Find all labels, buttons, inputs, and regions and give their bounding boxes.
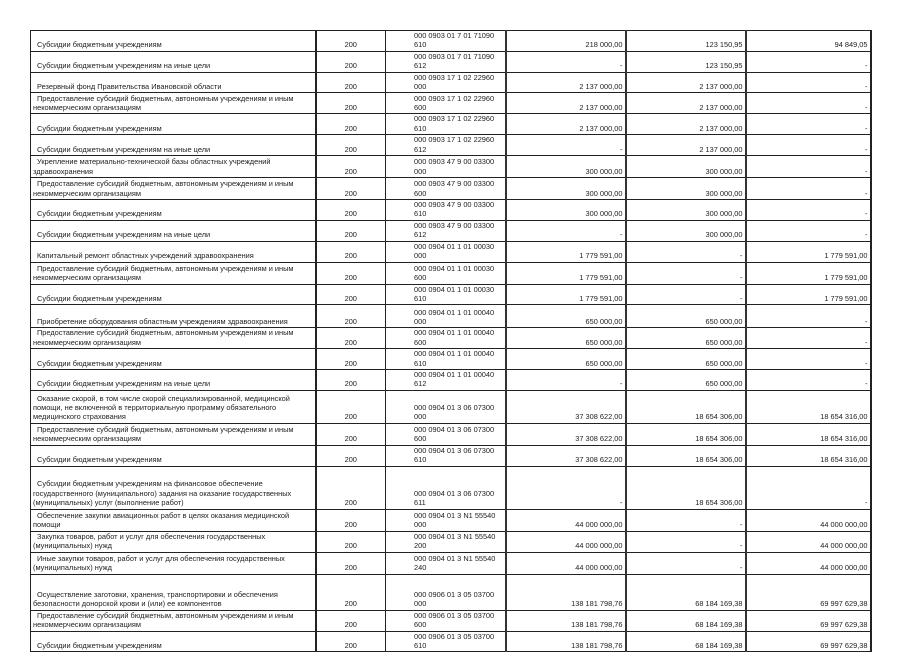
- row-code: 200: [316, 156, 386, 178]
- row-amount-2: -: [626, 284, 746, 305]
- row-amount-2: 18 654 306,00: [626, 390, 746, 423]
- table-row: [31, 509, 871, 531]
- row-amount-plan: 1 779 591,00: [506, 241, 626, 262]
- row-amount-3: 44 000 000,00: [746, 509, 871, 531]
- row-classification: 000 0904 01 3 N1 55540 000: [386, 509, 506, 531]
- table-row: [31, 93, 871, 114]
- row-classification: 000 0904 01 3 N1 55540 200: [386, 531, 506, 552]
- table-row: [31, 114, 871, 135]
- row-amount-2: 300 000,00: [626, 220, 746, 241]
- row-amount-2: 2 137 000,00: [626, 114, 746, 135]
- table-row: [31, 369, 871, 390]
- row-classification: 000 0903 47 9 00 03300 612: [386, 220, 506, 241]
- row-classification: 000 0904 01 3 06 07300 600: [386, 423, 506, 445]
- table-row: [31, 156, 871, 178]
- row-classification: 000 0903 47 9 00 03300 600: [386, 178, 506, 200]
- row-amount-2: 650 000,00: [626, 305, 746, 328]
- row-amount-plan: 218 000,00: [506, 31, 626, 52]
- table-row: [31, 135, 871, 156]
- row-name: Субсидии бюджетным учреждениям на иные цели: [31, 369, 316, 390]
- row-amount-3: 94 849,05: [746, 31, 871, 52]
- row-name: Приобретение оборудования областным учреждениям здравоохранения: [31, 305, 316, 328]
- row-amount-plan: 2 137 000,00: [506, 114, 626, 135]
- row-name: Субсидии бюджетным учреждениям: [31, 200, 316, 221]
- table-row: [31, 220, 871, 241]
- row-name: Субсидии бюджетным учреждениям на иные цели: [31, 135, 316, 156]
- row-classification: 000 0904 01 1 01 00040 000: [386, 305, 506, 328]
- row-classification: 000 0904 01 3 06 07300 000: [386, 390, 506, 423]
- row-amount-2: 123 150,95: [626, 31, 746, 52]
- row-amount-2: 650 000,00: [626, 349, 746, 370]
- row-amount-plan: -: [506, 135, 626, 156]
- row-code: 200: [316, 552, 386, 574]
- row-name: Субсидии бюджетным учреждениям: [31, 284, 316, 305]
- row-code: 200: [316, 369, 386, 390]
- row-amount-plan: -: [506, 369, 626, 390]
- row-amount-plan: -: [506, 466, 626, 509]
- row-code: 200: [316, 610, 386, 631]
- row-amount-plan: 1 779 591,00: [506, 262, 626, 284]
- row-code: 200: [316, 390, 386, 423]
- row-amount-2: -: [626, 552, 746, 574]
- row-amount-3: -: [746, 328, 871, 349]
- row-name: Субсидии бюджетным учреждениям: [31, 631, 316, 652]
- row-amount-plan: 44 000 000,00: [506, 552, 626, 574]
- row-amount-3: -: [746, 305, 871, 328]
- row-classification: 000 0904 01 1 01 00040 600: [386, 328, 506, 349]
- row-amount-2: 68 184 169,38: [626, 574, 746, 610]
- row-classification: 000 0904 01 1 01 00030 610: [386, 284, 506, 305]
- row-amount-plan: 138 181 798,76: [506, 574, 626, 610]
- row-amount-3: -: [746, 51, 871, 72]
- row-amount-3: 18 654 316,00: [746, 423, 871, 445]
- row-amount-2: 300 000,00: [626, 200, 746, 221]
- row-name: Предоставление субсидий бюджетным, автономным учреждениям и иным некоммерческим организациям: [31, 262, 316, 284]
- row-code: 200: [316, 305, 386, 328]
- row-amount-3: 1 779 591,00: [746, 284, 871, 305]
- row-amount-plan: 650 000,00: [506, 305, 626, 328]
- row-code: 200: [316, 466, 386, 509]
- row-code: 200: [316, 241, 386, 262]
- row-amount-3: -: [746, 200, 871, 221]
- table-row: [31, 178, 871, 200]
- row-amount-plan: 37 308 622,00: [506, 390, 626, 423]
- table-row: [31, 349, 871, 370]
- row-name: Обеспечение закупки авиационных работ в целях оказания медицинской помощи: [31, 509, 316, 531]
- row-classification: 000 0903 47 9 00 03300 000: [386, 156, 506, 178]
- row-code: 200: [316, 31, 386, 52]
- row-amount-2: 18 654 306,00: [626, 466, 746, 509]
- row-code: 200: [316, 423, 386, 445]
- row-code: 200: [316, 631, 386, 652]
- row-name: Предоставление субсидий бюджетным, автономным учреждениям и иным некоммерческим организациям: [31, 93, 316, 114]
- row-amount-plan: 1 779 591,00: [506, 284, 626, 305]
- row-amount-3: -: [746, 369, 871, 390]
- row-amount-3: -: [746, 72, 871, 93]
- row-code: 200: [316, 93, 386, 114]
- table-row: [31, 531, 871, 552]
- row-classification: 000 0904 01 3 06 07300 610: [386, 445, 506, 466]
- row-classification: 000 0904 01 1 01 00030 000: [386, 241, 506, 262]
- row-amount-3: -: [746, 178, 871, 200]
- table-row: [31, 466, 871, 509]
- row-name: Осуществление заготовки, хранения, транспортировки и обеспечения безопасности донорской крови и (или) ее компонентов: [31, 574, 316, 610]
- row-name: Укрепление материально-технической базы областных учреждений здравоохранения: [31, 156, 316, 178]
- table-row: [31, 423, 871, 445]
- row-amount-2: 2 137 000,00: [626, 135, 746, 156]
- row-classification: 000 0903 17 1 02 22960 000: [386, 72, 506, 93]
- table-row: [31, 328, 871, 349]
- table-row: [31, 51, 871, 72]
- row-code: 200: [316, 574, 386, 610]
- table-row: [31, 552, 871, 574]
- row-name: Субсидии бюджетным учреждениям: [31, 445, 316, 466]
- row-amount-2: -: [626, 262, 746, 284]
- row-classification: 000 0906 01 3 05 03700 600: [386, 610, 506, 631]
- row-amount-2: 650 000,00: [626, 328, 746, 349]
- row-amount-2: 123 150,95: [626, 51, 746, 72]
- row-amount-3: 69 997 629,38: [746, 610, 871, 631]
- table-row: [31, 241, 871, 262]
- row-name: Субсидии бюджетным учреждениям: [31, 349, 316, 370]
- row-amount-2: 18 654 306,00: [626, 423, 746, 445]
- row-amount-plan: -: [506, 220, 626, 241]
- row-amount-3: -: [746, 114, 871, 135]
- row-amount-2: 68 184 169,38: [626, 610, 746, 631]
- row-classification: 000 0904 01 3 N1 55540 240: [386, 552, 506, 574]
- row-code: 200: [316, 509, 386, 531]
- row-code: 200: [316, 135, 386, 156]
- row-name: Оказание скорой, в том числе скорой специализированной, медицинской помощи, не включенной в территориальную программу обязательного медицинского страхования: [31, 390, 316, 423]
- table-row: [31, 72, 871, 93]
- row-amount-2: 68 184 169,38: [626, 631, 746, 652]
- row-amount-2: 2 137 000,00: [626, 72, 746, 93]
- row-amount-plan: -: [506, 51, 626, 72]
- row-amount-3: 69 997 629,38: [746, 574, 871, 610]
- row-code: 200: [316, 178, 386, 200]
- row-amount-2: 650 000,00: [626, 369, 746, 390]
- row-classification: 000 0903 17 1 02 22960 600: [386, 93, 506, 114]
- row-name: Предоставление субсидий бюджетным, автономным учреждениям и иным некоммерческим организациям: [31, 178, 316, 200]
- row-name: Субсидии бюджетным учреждениям: [31, 114, 316, 135]
- table-row: [31, 631, 871, 652]
- row-code: 200: [316, 114, 386, 135]
- row-classification: 000 0904 01 1 01 00030 600: [386, 262, 506, 284]
- row-classification: 000 0903 17 1 02 22960 612: [386, 135, 506, 156]
- row-classification: 000 0904 01 1 01 00040 612: [386, 369, 506, 390]
- table-row: [31, 445, 871, 466]
- row-amount-3: 1 779 591,00: [746, 241, 871, 262]
- row-name: Иные закупки товаров, работ и услуг для обеспечения государственных (муниципальных) нужд: [31, 552, 316, 574]
- row-code: 200: [316, 262, 386, 284]
- row-amount-plan: 44 000 000,00: [506, 509, 626, 531]
- row-amount-2: -: [626, 241, 746, 262]
- row-code: 200: [316, 531, 386, 552]
- row-name: Предоставление субсидий бюджетным, автономным учреждениям и иным некоммерческим организациям: [31, 610, 316, 631]
- row-amount-3: 44 000 000,00: [746, 552, 871, 574]
- row-classification: 000 0903 47 9 00 03300 610: [386, 200, 506, 221]
- row-code: 200: [316, 51, 386, 72]
- row-amount-3: -: [746, 156, 871, 178]
- row-amount-2: 2 137 000,00: [626, 93, 746, 114]
- row-name: Предоставление субсидий бюджетным, автономным учреждениям и иным некоммерческим организациям: [31, 423, 316, 445]
- row-code: 200: [316, 220, 386, 241]
- row-code: 200: [316, 72, 386, 93]
- row-name: Субсидии бюджетным учреждениям: [31, 31, 316, 52]
- row-classification: 000 0904 01 3 06 07300 611: [386, 466, 506, 509]
- row-name: Капитальный ремонт областных учреждений здравоохранения: [31, 241, 316, 262]
- row-amount-plan: 37 308 622,00: [506, 423, 626, 445]
- row-classification: 000 0904 01 1 01 00040 610: [386, 349, 506, 370]
- row-classification: 000 0903 17 1 02 22960 610: [386, 114, 506, 135]
- row-amount-3: -: [746, 135, 871, 156]
- row-amount-plan: 37 308 622,00: [506, 445, 626, 466]
- budget-table: [30, 30, 872, 652]
- row-amount-3: 18 654 316,00: [746, 390, 871, 423]
- table-row: [31, 305, 871, 328]
- row-classification: 000 0906 01 3 05 03700 000: [386, 574, 506, 610]
- table-row: [31, 284, 871, 305]
- table-row: [31, 390, 871, 423]
- row-amount-plan: 138 181 798,76: [506, 610, 626, 631]
- row-name: Субсидии бюджетным учреждениям на иные цели: [31, 220, 316, 241]
- row-amount-3: 18 654 316,00: [746, 445, 871, 466]
- row-name: Субсидии бюджетным учреждениям на финансовое обеспечение государственного (муниципального) задания на оказание государственных (муниципальных) услуг (выполнение работ): [31, 466, 316, 509]
- row-amount-3: -: [746, 466, 871, 509]
- row-amount-2: 18 654 306,00: [626, 445, 746, 466]
- row-amount-plan: 138 181 798,76: [506, 631, 626, 652]
- row-code: 200: [316, 200, 386, 221]
- table-row: [31, 262, 871, 284]
- row-name: Субсидии бюджетным учреждениям на иные цели: [31, 51, 316, 72]
- row-name: Резервный фонд Правительства Ивановской области: [31, 72, 316, 93]
- row-code: 200: [316, 445, 386, 466]
- row-classification: 000 0903 01 7 01 71090 610: [386, 31, 506, 52]
- row-code: 200: [316, 328, 386, 349]
- row-amount-3: -: [746, 93, 871, 114]
- row-amount-3: -: [746, 349, 871, 370]
- row-classification: 000 0903 01 7 01 71090 612: [386, 51, 506, 72]
- row-amount-plan: 44 000 000,00: [506, 531, 626, 552]
- row-classification: 000 0906 01 3 05 03700 610: [386, 631, 506, 652]
- row-amount-2: -: [626, 531, 746, 552]
- table-row: [31, 31, 871, 52]
- row-amount-3: 1 779 591,00: [746, 262, 871, 284]
- row-amount-3: 44 000 000,00: [746, 531, 871, 552]
- row-name: Предоставление субсидий бюджетным, автономным учреждениям и иным некоммерческим организациям: [31, 328, 316, 349]
- row-amount-plan: 650 000,00: [506, 328, 626, 349]
- row-amount-plan: 2 137 000,00: [506, 93, 626, 114]
- row-amount-plan: 300 000,00: [506, 178, 626, 200]
- row-amount-2: 300 000,00: [626, 178, 746, 200]
- row-amount-3: 69 997 629,38: [746, 631, 871, 652]
- table-row: [31, 200, 871, 221]
- row-amount-3: -: [746, 220, 871, 241]
- row-amount-plan: 300 000,00: [506, 200, 626, 221]
- table-row: [31, 610, 871, 631]
- row-code: 200: [316, 284, 386, 305]
- row-amount-2: 300 000,00: [626, 156, 746, 178]
- row-name: Закупка товаров, работ и услуг для обеспечения государственных (муниципальных) нужд: [31, 531, 316, 552]
- table-row: [31, 574, 871, 610]
- row-amount-plan: 2 137 000,00: [506, 72, 626, 93]
- row-amount-plan: 300 000,00: [506, 156, 626, 178]
- row-amount-plan: 650 000,00: [506, 349, 626, 370]
- row-code: 200: [316, 349, 386, 370]
- row-amount-2: -: [626, 509, 746, 531]
